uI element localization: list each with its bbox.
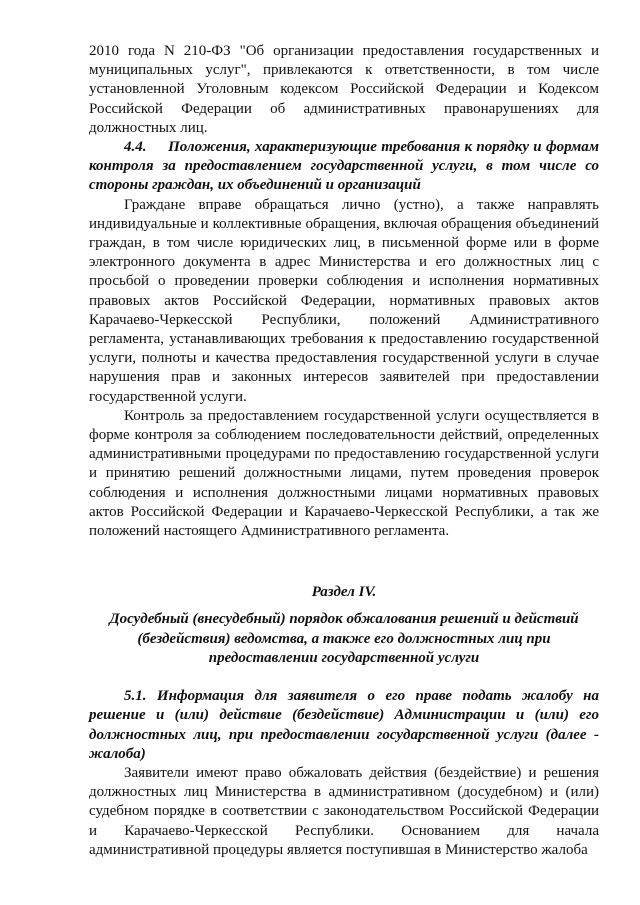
section-4-4-paragraph-1: Граждане вправе обращаться лично (устно), а также направлять индивидуальные и коллективные обращения, включая обращения объединений граждан, в том числе юридических лиц, в письменной форме или в форме электронного документа в адрес Министерства и его должностных лиц с просьбой о проведении проверки соблюдения и исполнения нормативных правовых актов Российской Федерации, нормативных правовых актов Карачаево-Черкесской Республики, положений Административного регламента, устанавливающих требования к предоставлению государственной услуги, полноты и качества предоставления государственной услуги в случае нарушения прав и законных интересов заявителей при предоставлении государственной услуги. bbox=[89, 196, 599, 405]
section-spacer bbox=[89, 668, 599, 687]
section-5-1-paragraph: Заявители имеют право обжаловать действия (бездействие) и решения должностных лиц Министерства в административном (досудебном) и (или) судебном порядке в соответствии с законодательством Российской Федерации и Карачаево-Черкесской Республики. Основанием для начала административной процедуры является поступившая в Министерство жалоба bbox=[89, 764, 599, 858]
section-iv-block bbox=[89, 583, 599, 668]
section-iv-heading: Досудебный (внесудебный) порядок обжалования решений и действий (бездействия) ведомства, а также его должностных лиц при предоставлении государственной услуги bbox=[109, 611, 579, 666]
continuation-paragraph: 2010 года N 210-ФЗ "Об организации предоставления государственных и муниципальных услуг", привлекаются к ответственности, в том числе установленной Уголовным кодексом Российской Федерации и Кодексом Российской Федерации об административных правонарушениях для должностных лиц. bbox=[89, 43, 599, 136]
section-5-1-heading: 5.1. Информация для заявителя о его праве подать жалобу на решение и (или) действие (бездействие) Администрации и (или) его должностных лиц, при предоставлении государственной услуги (далее - жалоба) bbox=[89, 688, 599, 762]
section-4-4-heading: 4.4. Положения, характеризующие требования к порядку и формам контроля за предоставлением государственной услуги, в том числе со стороны граждан, их объединений и организаций bbox=[89, 139, 599, 194]
document-page bbox=[89, 42, 599, 860]
section-iv-title: Раздел IV. bbox=[311, 584, 377, 601]
section-4-4-paragraph-2: Контроль за предоставлением государственной услуги осуществляется в форме контроля за соблюдением последовательности действий, определенных административными процедурами по предоставлению государственной услуги и принятию решений должностными лицами, путем проведения проверок соблюдения и исполнения должностными лицами нормативных правовых актов Российской Федерации и Карачаево-Черкесской Республики, а так же положений настоящего Административного регламента. bbox=[89, 407, 599, 540]
